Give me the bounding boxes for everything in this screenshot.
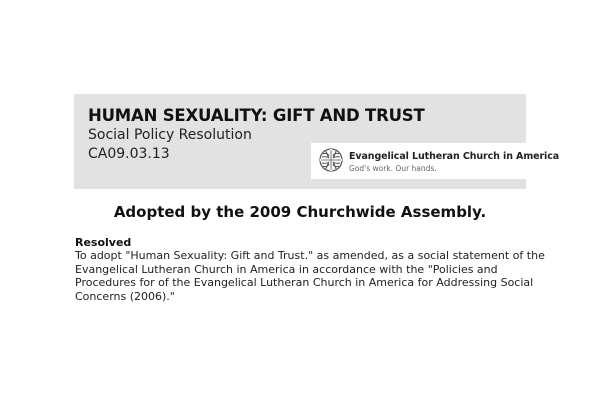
header-box xyxy=(74,94,560,189)
resolution-line: To adopt "Human Sexuality: Gift and Trust." as amended, as a social statement of the xyxy=(75,249,545,262)
logo-tagline: God's work. Our hands. xyxy=(349,164,437,173)
elca-logo xyxy=(311,143,560,179)
document-subtitle: Social Policy Resolution xyxy=(88,127,252,143)
elca-cross-icon xyxy=(319,148,343,172)
document-title: HUMAN SEXUALITY: GIFT AND TRUST xyxy=(88,106,425,125)
logo-name: Evangelical Lutheran Church in America xyxy=(349,151,560,162)
resolution-line: Evangelical Lutheran Church in America in accordance with the "Policies and xyxy=(75,262,498,276)
resolved-label: Resolved xyxy=(75,236,132,249)
resolution-line: Concerns (2006)." xyxy=(75,289,175,303)
adopted-heading: Adopted by the 2009 Churchwide Assembly. xyxy=(113,203,487,221)
resolution-text xyxy=(75,249,545,303)
resolution-code: CA09.03.13 xyxy=(88,146,170,162)
resolution-line: Procedures for of the Evangelical Lutheran Church in America for Addressing Social xyxy=(75,276,534,289)
